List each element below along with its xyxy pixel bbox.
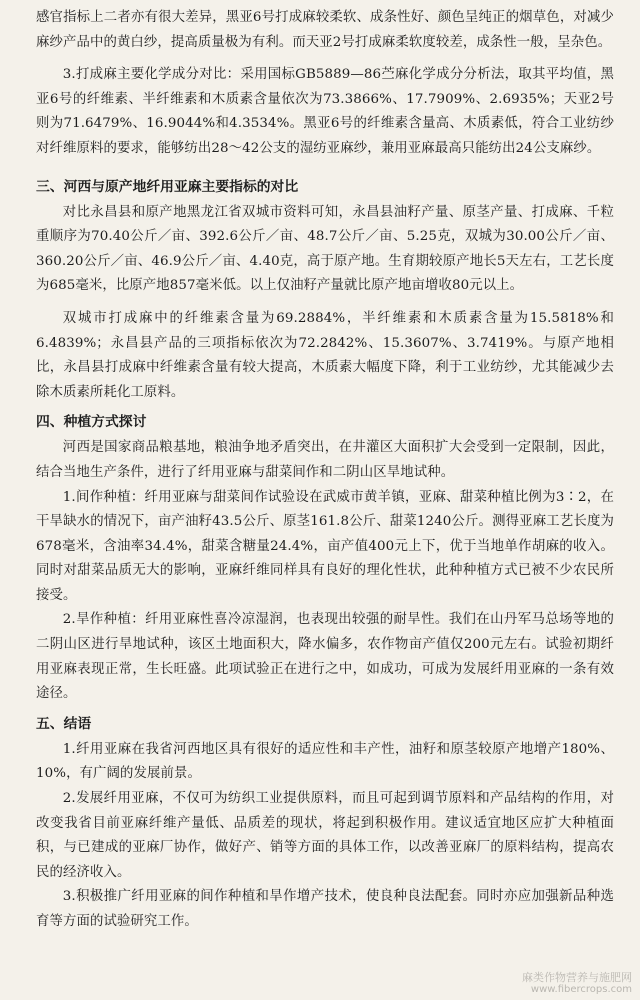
paragraph-fiber-content: 双城市打成麻中的纤维素含量为69.2884%，半纤维素和木质素含量为15.5818%和6.4839%；永昌县产品的三项指标依次为72.2842%、15.3607%、3.7419%。与原产地相比，永昌县打成麻中纤维素含量有较大提高，木质素大幅度下降，利于工业纺纱，尤其能减少去除木质素所耗化工原料。 — [36, 310, 614, 400]
watermark-site-name: 麻类作物营养与施肥网 — [522, 971, 632, 984]
site-watermark — [522, 972, 632, 996]
paragraph-conclusion-2: 2.发展纤用亚麻，不仅可为纺织工业提供原料，而且可起到调节原料和产品结构的作用，对改变我省目前亚麻纤维产量低、品质差的现状，将起到积极作用。建议适宜地区应扩大种植面积，与已建成的亚麻厂协作，做好产、销等方面的具体工作，以改善亚麻厂的原料结构，提高农民的经济收入。 — [36, 791, 614, 880]
paragraph-conclusion-1: 1.纤用亚麻在我省河西地区具有很好的适应性和丰产性，油籽和原茎较原产地增产180%、10%，有广阔的发展前景。 — [36, 741, 614, 782]
watermark-url: www.fibercrops.com — [530, 984, 632, 995]
section-heading-3: 三、河西与原产地纤用亚麻主要指标的对比 — [36, 178, 299, 195]
paragraph-yield-comparison: 对比永昌县和原产地黑龙江省双城市资料可知，永昌县油籽产量、原茎产量、打成麻、千粒重顺序为70.40公斤／亩、392.6公斤／亩、48.7公斤／亩、5.25克，双城为30.00公斤／亩、360.20公斤／亩、46.9公斤／亩、4.40克，高于原产地。生育期较原产地长5天左右，工艺长度为685毫米，比原产地857毫米低。以上仅油籽产量就比原产地亩增收80元以上。 — [36, 204, 614, 294]
paragraph-planting-intro: 河西是国家商品粮基地，粮油争地矛盾突出，在井灌区大面积扩大会受到一定限制，因此，结合当地生产条件，进行了纤用亚麻与甜菜间作和二阴山区旱地试种。 — [36, 440, 614, 480]
section-heading-4: 四、种植方式探讨 — [36, 414, 147, 431]
paragraph-intercropping: 1.间作种植：纤用亚麻与甜菜间作试验设在武威市黄羊镇，亚麻、甜菜种植比例为3∶2，在干旱缺水的情况下，亩产油籽43.5公斤、原茎161.8公斤、甜菜1240公斤。测得亚麻工艺长度为678毫米，含油率34.4%，甜菜含糖量24.4%，亩产值400元上下，优于当地单作胡麻的收入。同时对甜菜品质无大的影响，亚麻纤维同样具有良好的理化性状，此种种植方式已被不少农民所接受。 — [36, 489, 614, 603]
paragraph-conclusion-3: 3.积极推广纤用亚麻的间作种植和旱作增产技术，使良种良法配套。同时亦应加强新品种选育等方面的试验研究工作。 — [36, 889, 614, 929]
paragraph-dryland: 2.旱作种植：纤用亚麻性喜冷凉湿润，也表现出较强的耐旱性。我们在山丹军马总场等地的二阴山区进行旱地试种，该区土地面积大，降水偏多，农作物亩产值仅200元左右。试验初期纤用亚麻表现正常，生长旺盛。此项试验正在进行之中，如成功，可成为发展纤用亚麻的一条有效途径。 — [36, 612, 614, 702]
paragraph-sensory-indicators: 感官指标上二者亦有很大差异，黑亚6号打成麻较柔软、成条性好、颜色呈纯正的烟草色，对减少麻纱产品中的黄白纱，提高质量极为有利。而天亚2号打成麻柔软度较差，成条性一般，呈杂色。 — [36, 10, 614, 50]
section-heading-5: 五、结语 — [36, 715, 92, 732]
paragraph-chemical-composition: 3.打成麻主要化学成分对比：采用国标GB5889—86苎麻化学成分分析法，取其平均值，黑亚6号的纤维素、半纤维素和木质素含量依次为73.3866%、17.7909%、2.6935%；天亚2号则为71.6479%、16.9044%和4.3534%。黑亚6号的纤维素含量高、木质素低，符合工业纺纱对纤维原料的要求，能够纺出28～42公支的湿纺亚麻纱，兼用亚麻最高只能纺出24公支麻纱。 — [36, 67, 614, 156]
